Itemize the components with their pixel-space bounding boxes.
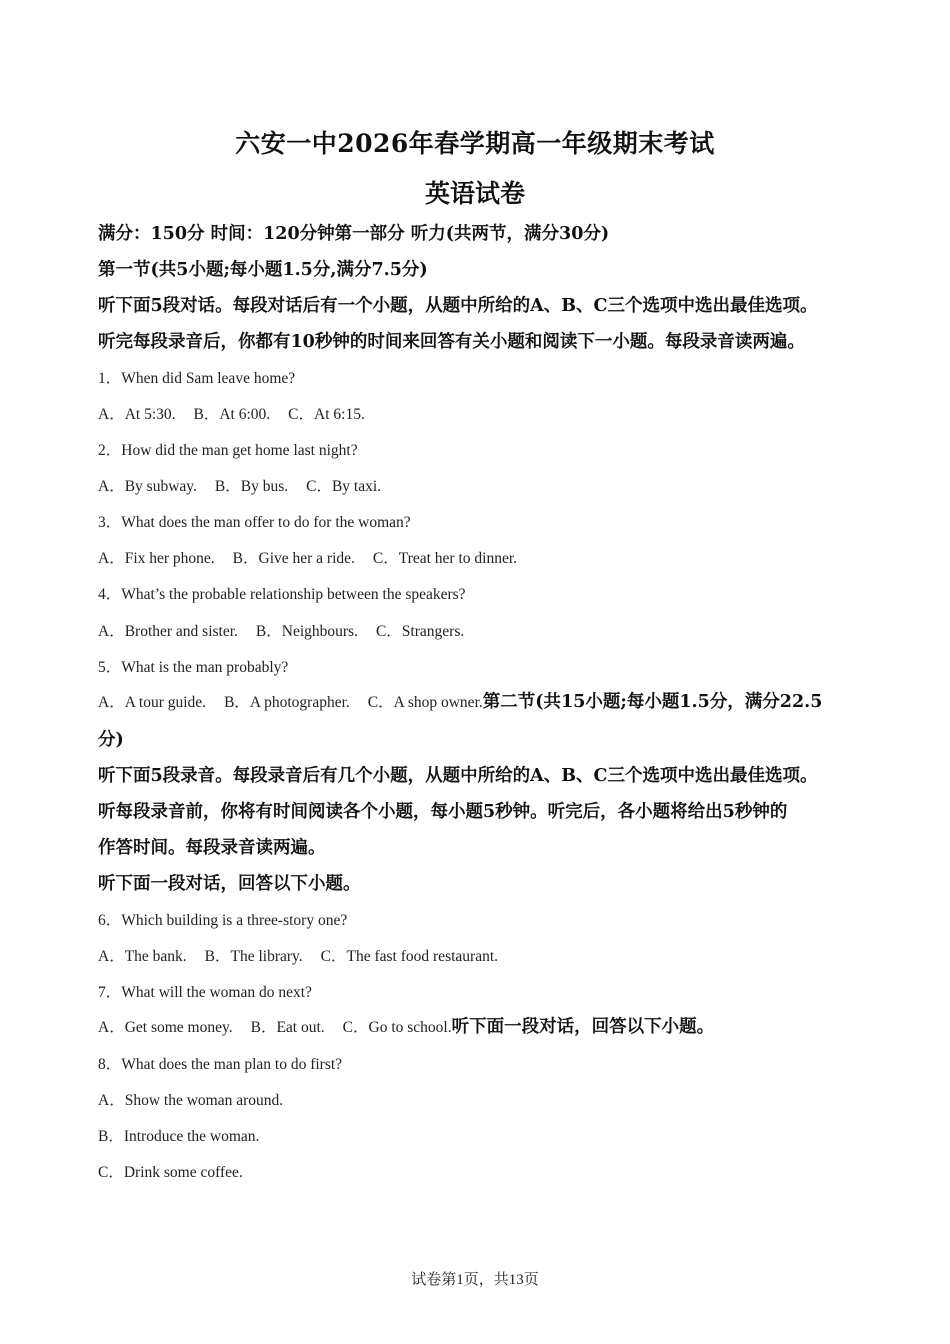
question-5-options bbox=[98, 688, 822, 713]
dialogue-prompt-2: 听下面一段对话，回答以下小题。 bbox=[451, 1017, 715, 1037]
section2-instruction-1: 听下面5段录音。每段录音后有几个小题，从题中所给的A、B、C三个选项中选出最佳选项。 bbox=[98, 766, 818, 786]
section1-heading: 第一节(共5小题;每小题1.5分,满分7.5分) bbox=[98, 260, 428, 280]
section1-instruction-1: 听下面5段对话。每段对话后有一个小题，从题中所给的A、B、C三个选项中选出最佳选项。 bbox=[98, 296, 818, 316]
option-a: A．Fix her phone. bbox=[98, 550, 215, 567]
option-b: B．Neighbours. bbox=[255, 623, 358, 640]
option-c: C．At 6:15. bbox=[288, 406, 365, 423]
question-8-option-b: B．Introduce the woman. bbox=[98, 1128, 260, 1145]
question-8: 8．What does the man plan to do first? bbox=[98, 1056, 343, 1073]
section2-heading-cont: 分) bbox=[98, 730, 124, 750]
section1-instruction-2: 听完每段录音后，你都有10秒钟的时间来回答有关小题和阅读下一小题。每段录音读两遍。 bbox=[98, 332, 805, 352]
option-c: C．Treat her to dinner. bbox=[372, 550, 518, 567]
question-6-options bbox=[98, 944, 498, 966]
option-c: C．Strangers. bbox=[375, 623, 465, 640]
option-a: A．By subway. bbox=[98, 478, 197, 495]
option-b: B．The library. bbox=[204, 948, 303, 965]
question-5: 5．What is the man probably? bbox=[98, 659, 289, 676]
option-c: C．A shop owner. bbox=[367, 694, 483, 711]
option-a: A．The bank. bbox=[98, 948, 187, 965]
option-b: B．By bus. bbox=[214, 478, 289, 495]
exam-title: 六安一中2026年春学期高一年级期末考试 bbox=[235, 129, 715, 158]
option-c: C．The fast food restaurant. bbox=[320, 948, 499, 965]
dialogue-prompt-1: 听下面一段对话，回答以下小题。 bbox=[98, 874, 361, 894]
section2-heading: 第二节(共15小题;每小题1.5分，满分22.5 bbox=[482, 692, 823, 712]
question-4-options bbox=[98, 619, 464, 641]
question-1-options bbox=[98, 402, 365, 424]
question-2-options bbox=[98, 474, 381, 496]
question-7: 7．What will the woman do next? bbox=[98, 984, 312, 1001]
option-b: B．Eat out. bbox=[250, 1019, 325, 1036]
option-a: A．A tour guide. bbox=[98, 694, 207, 711]
option-a: A．Get some money. bbox=[98, 1019, 233, 1036]
question-8-option-c: C．Drink some coffee. bbox=[98, 1164, 243, 1181]
option-a: A．Brother and sister. bbox=[98, 623, 238, 640]
option-a: A．At 5:30. bbox=[98, 406, 176, 423]
option-b: B．A photographer. bbox=[224, 694, 350, 711]
section2-instruction-2: 听每段录音前，你将有时间阅读各个小题，每小题5秒钟。听完后，各小题将给出5秒钟的 bbox=[98, 802, 788, 822]
section2-instruction-3: 作答时间。每段录音读两遍。 bbox=[98, 838, 326, 858]
exam-meta: 满分：150分 时间：120分钟第一部分 听力(共两节，满分30分) bbox=[98, 224, 610, 244]
question-2: 2．How did the man get home last night? bbox=[98, 442, 358, 459]
option-c: C．Go to school. bbox=[342, 1019, 452, 1036]
question-3-options bbox=[98, 546, 517, 568]
question-6: 6．Which building is a three-story one? bbox=[98, 912, 348, 929]
question-1: 1．When did Sam leave home? bbox=[98, 370, 296, 387]
option-b: B．Give her a ride. bbox=[232, 550, 355, 567]
exam-subtitle: 英语试卷 bbox=[424, 179, 525, 208]
question-7-options bbox=[98, 1013, 714, 1038]
option-c: C．By taxi. bbox=[306, 478, 382, 495]
page-footer: 试卷第1页，共13页 bbox=[411, 1272, 539, 1288]
question-3: 3．What does the man offer to do for the woman? bbox=[98, 514, 411, 531]
question-4: 4．What’s the probable relationship between the speakers? bbox=[98, 586, 466, 603]
option-b: B．At 6:00. bbox=[193, 406, 271, 423]
question-8-option-a: A．Show the woman around. bbox=[98, 1092, 284, 1109]
